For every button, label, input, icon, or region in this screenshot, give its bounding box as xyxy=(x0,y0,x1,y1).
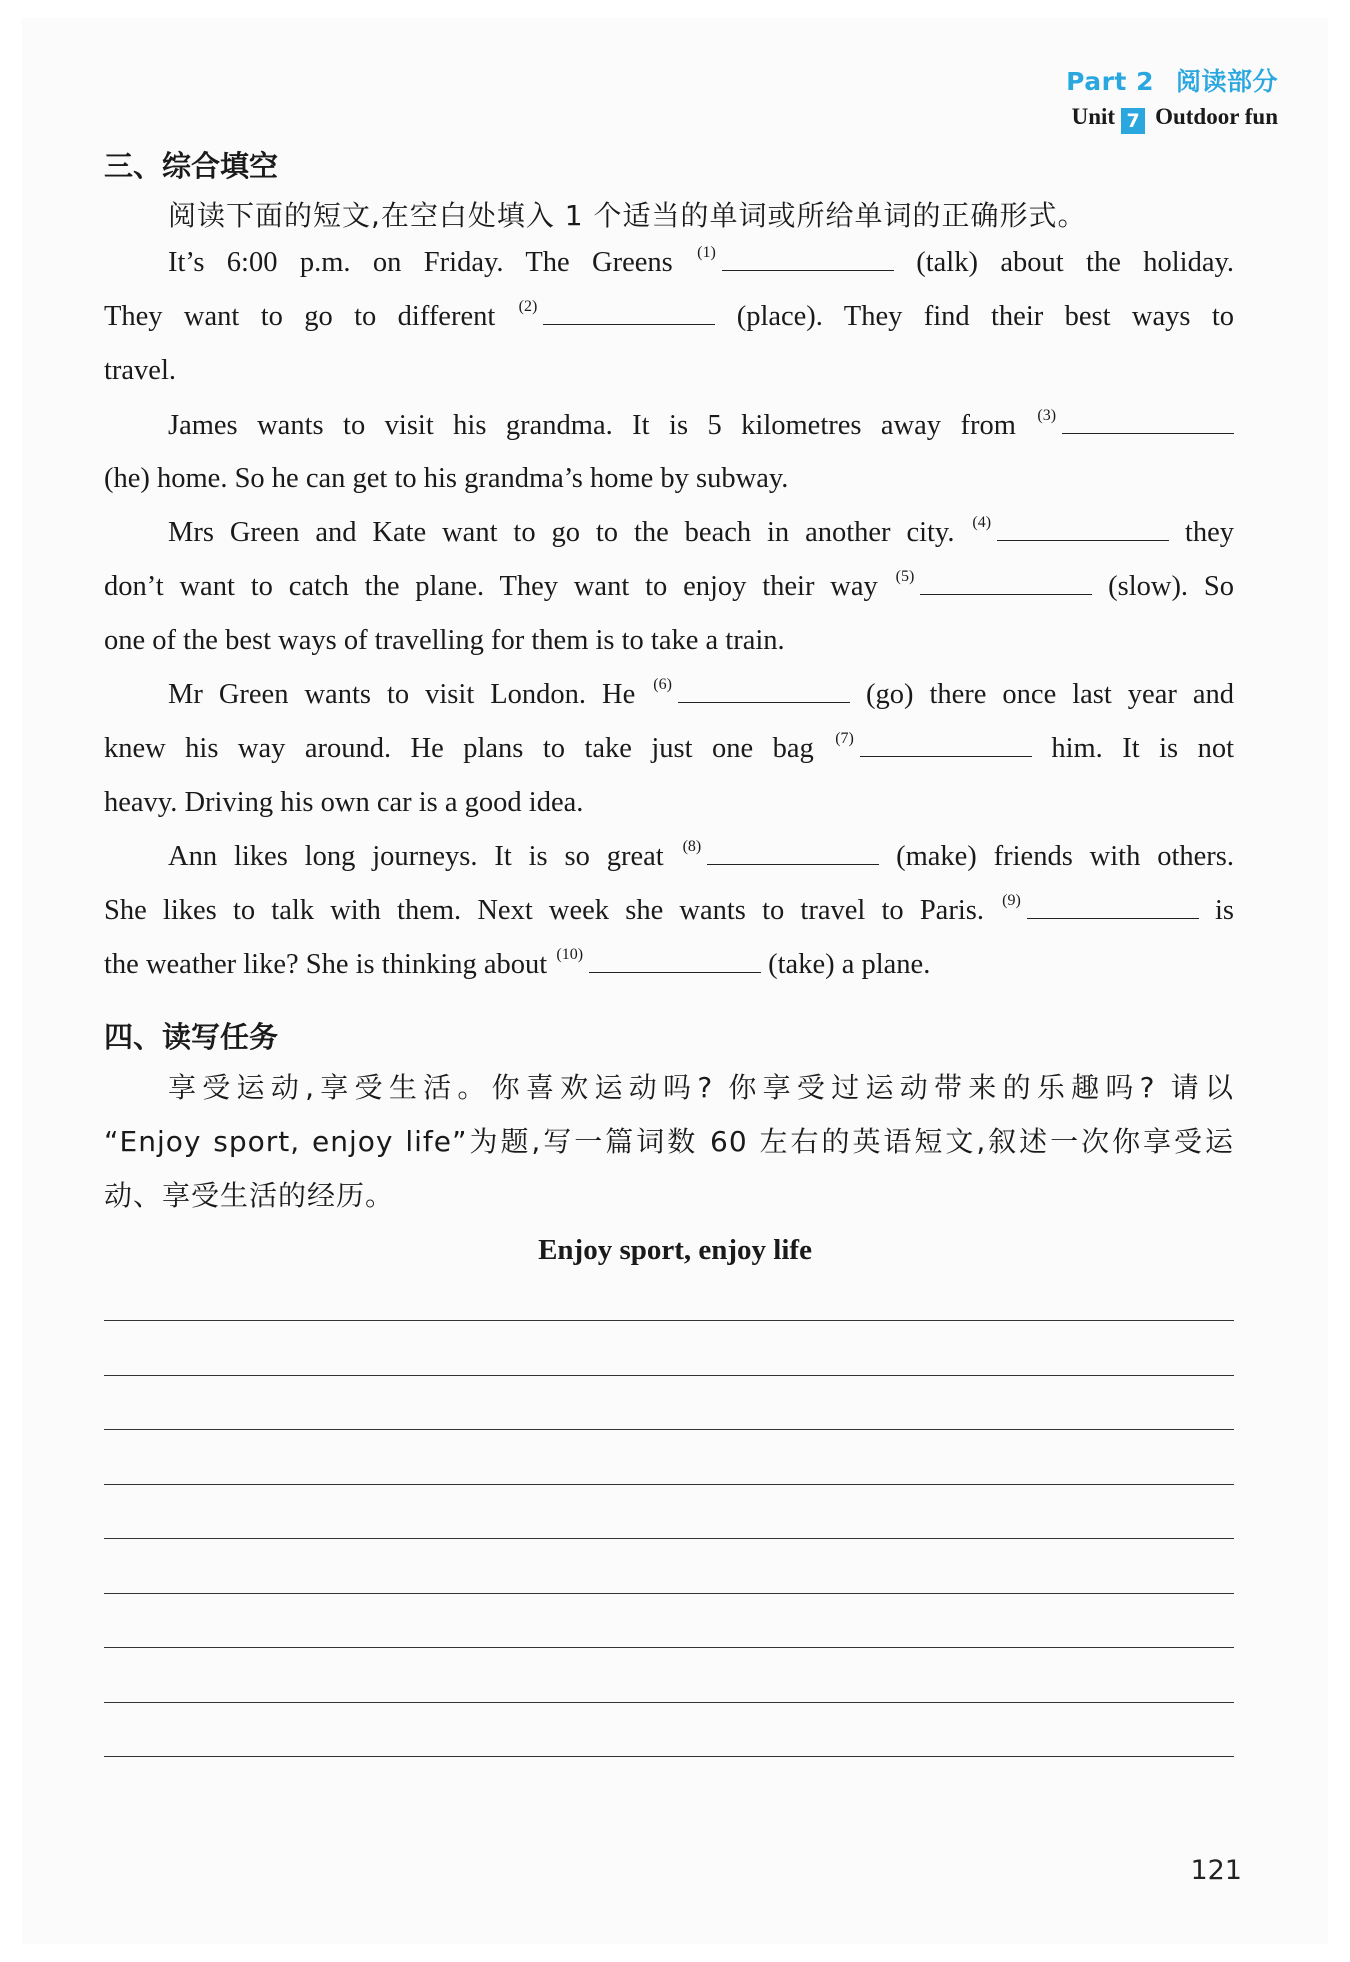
passage-line xyxy=(168,514,1235,549)
blank-number: (7) xyxy=(835,730,854,747)
answer-blank[interactable] xyxy=(1062,411,1234,434)
passage-line xyxy=(168,407,1234,442)
answer-blank[interactable] xyxy=(722,248,894,271)
passage-text: (he) home. So he can get to his grandma’s home by subway. xyxy=(104,463,789,494)
writing-line[interactable] xyxy=(104,1756,1234,1757)
passage-line xyxy=(104,730,1234,765)
answer-blank[interactable] xyxy=(997,518,1169,541)
passage-text: they xyxy=(1169,517,1235,548)
unit-title: Outdoor fun xyxy=(1155,104,1278,129)
writing-line[interactable] xyxy=(104,1538,1234,1539)
passage-line xyxy=(104,787,1234,819)
passage-text: They want to go to different xyxy=(104,301,496,332)
passage-line xyxy=(168,244,1234,279)
passage-text: him. It is not xyxy=(1031,733,1234,764)
essay-title: Enjoy sport, enjoy life xyxy=(538,1234,812,1266)
writing-line[interactable] xyxy=(104,1702,1234,1703)
passage-line xyxy=(104,625,1234,657)
answer-blank[interactable] xyxy=(860,734,1032,757)
blank-number: (10) xyxy=(556,946,584,963)
passage-text: is xyxy=(1198,895,1235,926)
part-chinese-label: 阅读部分 xyxy=(1175,67,1278,96)
blank-number: (8) xyxy=(682,838,702,855)
passage-text: (place). They find their best ways to xyxy=(715,301,1235,332)
section-4-instruction-line: 动、享受生活的经历。 xyxy=(104,1179,395,1212)
blank-number: (1) xyxy=(697,244,716,261)
passage-line xyxy=(104,463,1234,495)
answer-blank[interactable] xyxy=(707,842,879,865)
section-3-title: 三、综合填空 xyxy=(104,149,279,183)
writing-line[interactable] xyxy=(104,1429,1234,1430)
passage-text: (take) a plane. xyxy=(761,949,931,980)
answer-blank[interactable] xyxy=(678,680,850,703)
answer-blank[interactable] xyxy=(543,302,715,325)
part-label: Part 2 xyxy=(1066,67,1154,96)
passage-text: travel. xyxy=(104,355,177,386)
passage-text: She likes to talk with them. Next week she wants to travel to Paris. xyxy=(104,895,984,926)
blank-number: (6) xyxy=(653,676,672,693)
writing-line[interactable] xyxy=(104,1593,1234,1594)
passage-text: (make) friends with others. xyxy=(879,841,1234,872)
passage-text: James wants to visit his grandma. It is 5 kilometres away from xyxy=(168,410,1016,441)
page-number: 121 xyxy=(1190,1855,1242,1886)
answer-blank[interactable] xyxy=(1027,896,1199,919)
section-4-instruction-line: “Enjoy sport, enjoy life”为题,写一篇词数 60 左右的英语短文,叙述一次你享受运 xyxy=(104,1125,1234,1158)
passage-text: It’s 6:00 p.m. on Friday. The Greens xyxy=(168,247,673,278)
blank-number: (2) xyxy=(518,298,538,315)
passage-text: (go) there once last year and xyxy=(849,679,1235,710)
blank-number: (9) xyxy=(1002,892,1021,909)
header-part xyxy=(1066,62,1278,98)
writing-line[interactable] xyxy=(104,1375,1234,1376)
passage-text: Mrs Green and Kate want to go to the beach in another city. xyxy=(168,517,955,548)
blank-number: (5) xyxy=(895,568,915,585)
passage-line xyxy=(104,946,1234,981)
passage-line xyxy=(104,355,1234,387)
writing-line[interactable] xyxy=(104,1647,1234,1648)
answer-blank[interactable] xyxy=(920,572,1092,595)
passage-line xyxy=(104,298,1235,333)
section-4-title: 四、读写任务 xyxy=(104,1020,279,1054)
passage-text: Ann likes long journeys. It is so great xyxy=(168,841,664,872)
writing-line[interactable] xyxy=(104,1484,1234,1485)
blank-number: (4) xyxy=(972,514,992,531)
unit-label: Unit xyxy=(1071,104,1116,129)
passage-text: (talk) about the holiday. xyxy=(893,247,1234,278)
answer-blank[interactable] xyxy=(589,950,761,973)
passage-line xyxy=(104,568,1234,603)
passage-text: (slow). So xyxy=(1092,571,1234,602)
passage-text: Mr Green wants to visit London. He xyxy=(168,679,636,710)
passage-line xyxy=(168,676,1235,711)
header-unit xyxy=(1072,104,1278,134)
passage-text: don’t want to catch the plane. They want to enjoy their way xyxy=(104,571,878,602)
section-3-instruction: 阅读下面的短文,在空白处填入 1 个适当的单词或所给单词的正确形式。 xyxy=(168,199,1087,232)
passage-line xyxy=(168,838,1234,873)
passage-text: heavy. Driving his own car is a good idea. xyxy=(104,787,584,818)
passage-text: knew his way around. He plans to take just one bag xyxy=(104,733,814,764)
unit-number-badge: 7 xyxy=(1121,108,1145,134)
passage-text: the weather like? She is thinking about xyxy=(104,949,548,980)
section-4-instruction-line: 享受运动,享受生活。你喜欢运动吗? 你享受过运动带来的乐趣吗? 请以 xyxy=(168,1071,1234,1104)
writing-line[interactable] xyxy=(104,1320,1234,1321)
passage-text: one of the best ways of travelling for them is to take a train. xyxy=(104,625,785,656)
blank-number: (3) xyxy=(1037,407,1057,424)
passage-line xyxy=(104,892,1235,927)
